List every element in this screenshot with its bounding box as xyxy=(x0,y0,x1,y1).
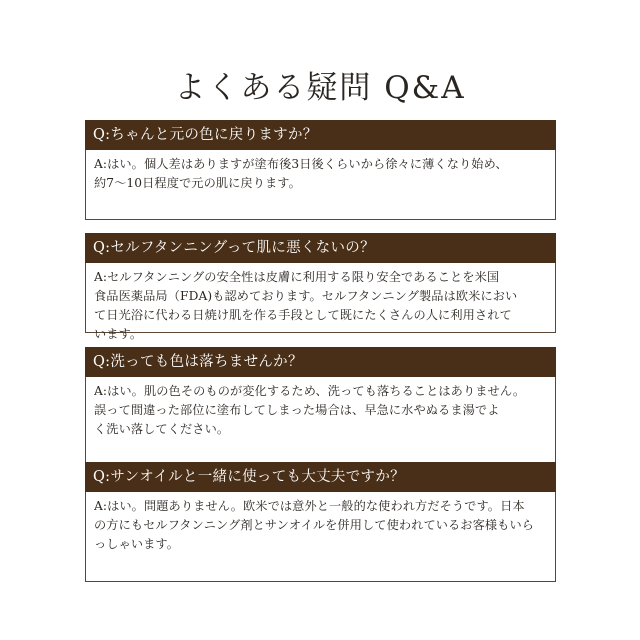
faq-item xyxy=(85,120,556,220)
faq-answer xyxy=(85,492,556,582)
faq-question: Q:ちゃんと元の色に戻りますか？ xyxy=(85,120,556,150)
faq-answer-line: います。 xyxy=(94,327,143,341)
faq-answer-line: A:はい。肌の色そのものが変化するため、洗っても落ちることはありません。 xyxy=(94,384,526,398)
faq-answer-line: 約7～10日程度で元の肌に戻ります。 xyxy=(94,176,301,190)
faq-answer-line: A:はい。問題ありません。欧米では意外と一般的な使われ方だそうです。日本 xyxy=(94,499,525,513)
faq-answer-line: A:はい。個人差はありますが塗布後3日後くらいから徐々に薄くなり始め、 xyxy=(94,157,508,171)
faq-answer xyxy=(85,263,556,341)
faq-item xyxy=(85,233,556,341)
faq-question: Q:サンオイルと一緒に使っても大丈夫ですか？ xyxy=(85,462,556,492)
faq-item xyxy=(85,462,556,582)
faq-answer-line: A:セルフタンニングの安全性は皮膚に利用する限り安全であることを米国 xyxy=(94,270,500,284)
faq-answer xyxy=(85,150,556,220)
faq-answer xyxy=(85,377,556,467)
faq-question: Q:セルフタンニングって肌に悪くないの？ xyxy=(85,233,556,263)
faq-answer-line: の方にもセルフタンニング剤とサンオイルを併用して使われているお客様もいら xyxy=(94,518,535,532)
page-title: よくある疑問 Q&A xyxy=(174,70,466,106)
faq-answer-line: 誤って間違った部位に塗布してしまった場合は、早急に水やぬるま湯でよ xyxy=(94,403,500,417)
faq-question: Q:洗っても色は落ちませんか？ xyxy=(85,347,556,377)
faq-answer-line: 食品医薬品局（FDA)も認めております。セルフタンニング製品は欧米におい xyxy=(94,289,518,303)
faq-item xyxy=(85,347,556,467)
faq-answer-line: て日光浴に代わる日焼け肌を作る手段として既にたくさんの人に利用されて xyxy=(94,308,512,322)
faq-answer-line: く洗い落してください。 xyxy=(94,422,230,436)
faq-answer-line: っしゃいます。 xyxy=(94,537,180,551)
